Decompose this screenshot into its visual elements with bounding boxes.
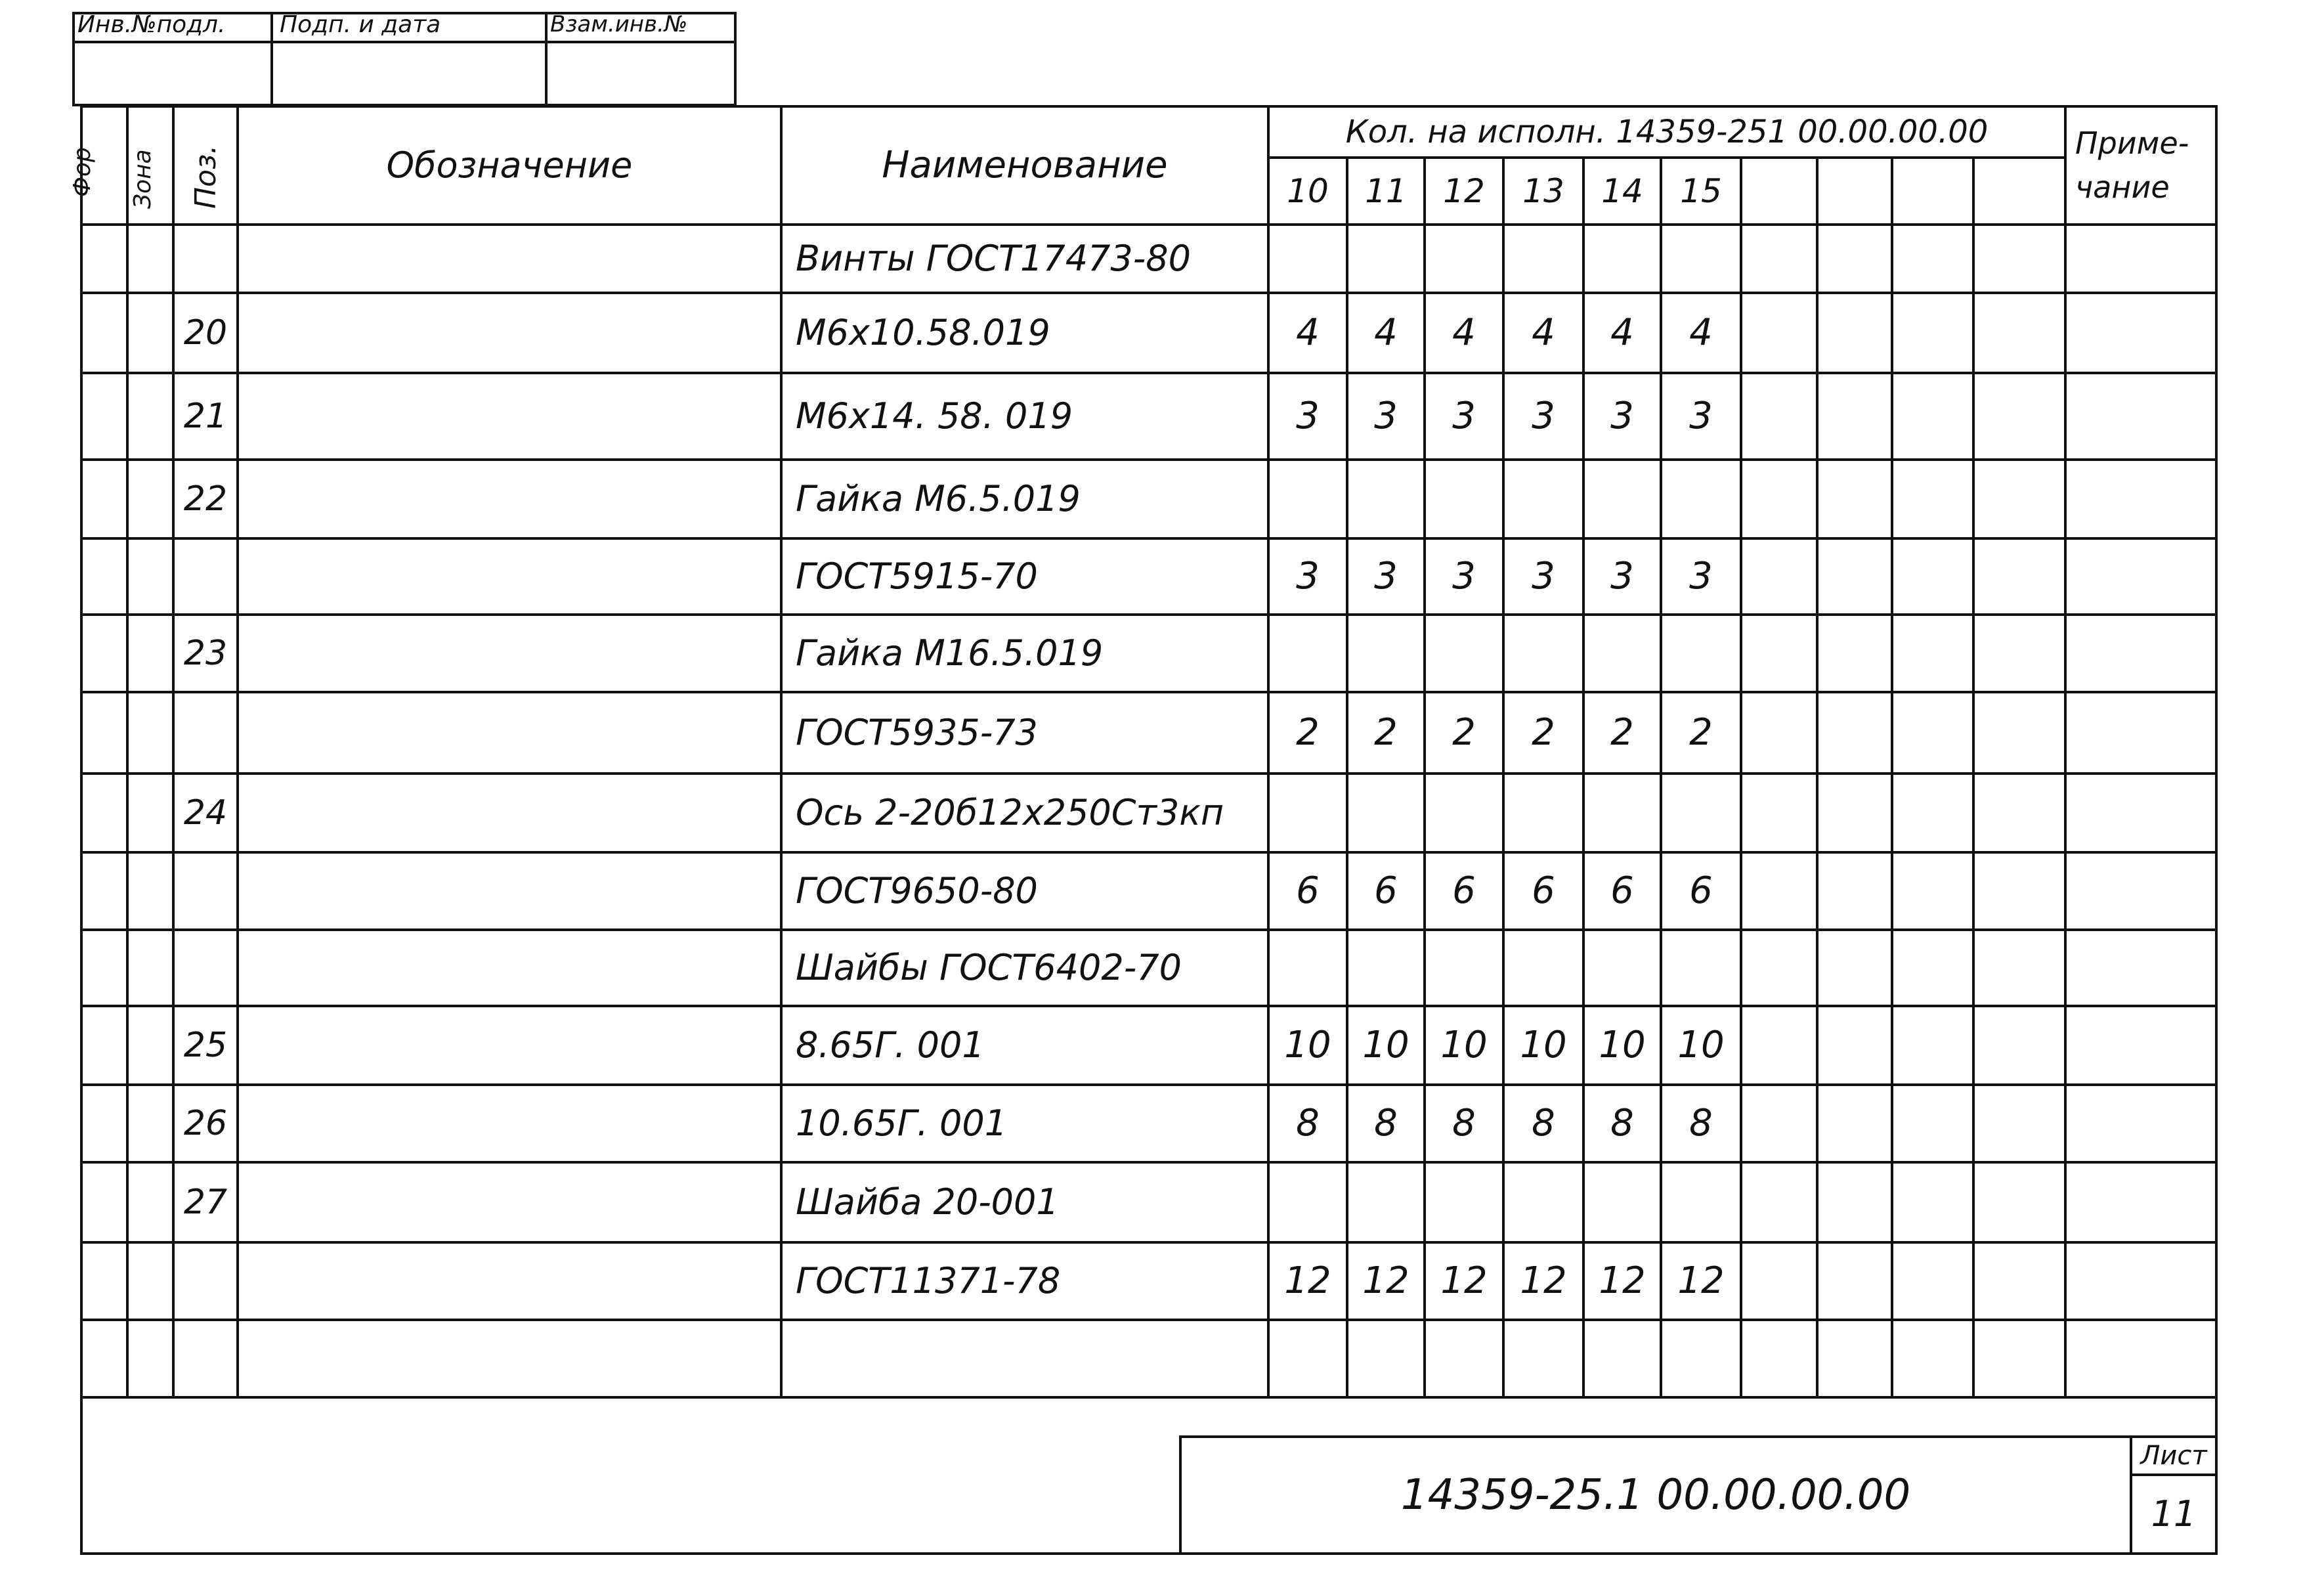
row-quantity: 3 (1689, 395, 1713, 437)
row-name: Гайка М16.5.019 (796, 632, 1104, 674)
row-position: 27 (183, 1183, 228, 1222)
row-quantity: 8 (1689, 1102, 1713, 1145)
header-variant-10: 10 (1287, 172, 1329, 210)
row-quantity: 12 (1362, 1259, 1409, 1302)
header-format: Фор (69, 147, 96, 197)
row-quantity: 2 (1532, 711, 1555, 754)
row-name: Шайбы ГОСТ6402-70 (796, 947, 1182, 988)
row-quantity: 3 (1610, 555, 1634, 598)
header-variant-12: 12 (1443, 172, 1485, 210)
row-quantity: 8 (1374, 1102, 1398, 1145)
row-quantity: 10 (1677, 1024, 1725, 1066)
row-quantity: 12 (1440, 1259, 1488, 1302)
row-position: 21 (183, 397, 228, 436)
header-zone: Зона (129, 149, 156, 209)
row-quantity: 6 (1610, 869, 1634, 912)
row-quantity: 3 (1532, 395, 1555, 437)
row-quantity: 3 (1689, 555, 1713, 598)
row-quantity: 4 (1689, 311, 1713, 354)
row-quantity: 12 (1520, 1259, 1567, 1302)
row-quantity: 10 (1440, 1024, 1488, 1066)
row-position: 23 (183, 634, 228, 673)
stamp-sign-label: Подп. и дата (280, 11, 441, 38)
row-quantity: 8 (1452, 1102, 1476, 1145)
row-position: 22 (183, 479, 228, 519)
row-name: Шайба 20-001 (796, 1181, 1059, 1223)
row-quantity: 3 (1374, 395, 1398, 437)
header-variant-14: 14 (1601, 172, 1643, 210)
sheet-label: Лист (2140, 1441, 2207, 1471)
row-quantity: 8 (1610, 1102, 1634, 1145)
row-quantity: 4 (1452, 311, 1476, 354)
row-quantity: 2 (1374, 711, 1398, 754)
row-quantity: 12 (1284, 1259, 1331, 1302)
row-quantity: 4 (1532, 311, 1555, 354)
header-note: Приме-чание (2075, 125, 2189, 205)
row-name: ГОСТ5935-73 (796, 712, 1038, 753)
row-quantity: 10 (1284, 1024, 1331, 1066)
row-quantity: 4 (1296, 311, 1320, 354)
row-quantity: 3 (1452, 395, 1476, 437)
document-number: 14359-25.1 00.00.00.00 (1400, 1471, 1911, 1519)
row-quantity: 6 (1452, 869, 1476, 912)
row-quantity: 6 (1532, 869, 1555, 912)
header-designation: Обозначение (386, 144, 633, 186)
row-quantity: 3 (1296, 395, 1320, 437)
row-quantity: 6 (1296, 869, 1320, 912)
row-position: 25 (183, 1026, 228, 1065)
header-qty-title: Кол. на исполн. 14359-251 00.00.00.00 (1345, 114, 1989, 150)
row-quantity: 2 (1296, 711, 1320, 754)
row-position: 20 (183, 313, 228, 353)
row-quantity: 10 (1599, 1024, 1646, 1066)
row-quantity: 2 (1452, 711, 1476, 754)
row-name: 10.65Г. 001 (796, 1102, 1008, 1144)
sheet-number: 11 (2151, 1493, 2197, 1535)
row-quantity: 3 (1374, 555, 1398, 598)
row-quantity: 6 (1689, 869, 1713, 912)
row-name: М6х14. 58. 019 (796, 395, 1073, 437)
header-variant-13: 13 (1522, 172, 1564, 210)
row-quantity: 10 (1362, 1024, 1409, 1066)
row-quantity: 8 (1532, 1102, 1555, 1145)
row-quantity: 4 (1374, 311, 1398, 354)
row-name: 8.65Г. 001 (796, 1024, 985, 1066)
row-quantity: 2 (1610, 711, 1634, 754)
row-quantity: 12 (1677, 1259, 1725, 1302)
row-quantity: 8 (1296, 1102, 1320, 1145)
row-name: ГОСТ9650-80 (796, 870, 1038, 911)
row-name: ГОСТ11371-78 (796, 1260, 1061, 1301)
row-quantity: 4 (1610, 311, 1634, 354)
stamp-replace-label: Взам.инв.№ (550, 11, 688, 37)
header-position: Поз. (189, 144, 223, 209)
row-name: Винты ГОСТ17473-80 (796, 238, 1191, 279)
row-quantity: 2 (1689, 711, 1713, 754)
stamp-inv-label: Инв.№подл. (77, 11, 226, 38)
row-name: Гайка М6.5.019 (796, 478, 1081, 519)
row-quantity: 10 (1520, 1024, 1567, 1066)
row-position: 26 (183, 1104, 228, 1143)
header-variant-11: 11 (1365, 172, 1407, 210)
row-name: М6х10.58.019 (796, 312, 1050, 353)
header-name: Наименование (882, 144, 1168, 186)
row-quantity: 3 (1452, 555, 1476, 598)
row-name: Ось 2-20б12х250Ст3кп (796, 792, 1224, 833)
row-quantity: 3 (1296, 555, 1320, 598)
header-variant-15: 15 (1680, 172, 1722, 210)
row-quantity: 3 (1610, 395, 1634, 437)
row-quantity: 12 (1599, 1259, 1646, 1302)
row-quantity: 3 (1532, 555, 1555, 598)
row-quantity: 6 (1374, 869, 1398, 912)
row-position: 24 (183, 793, 228, 833)
row-name: ГОСТ5915-70 (796, 556, 1038, 597)
